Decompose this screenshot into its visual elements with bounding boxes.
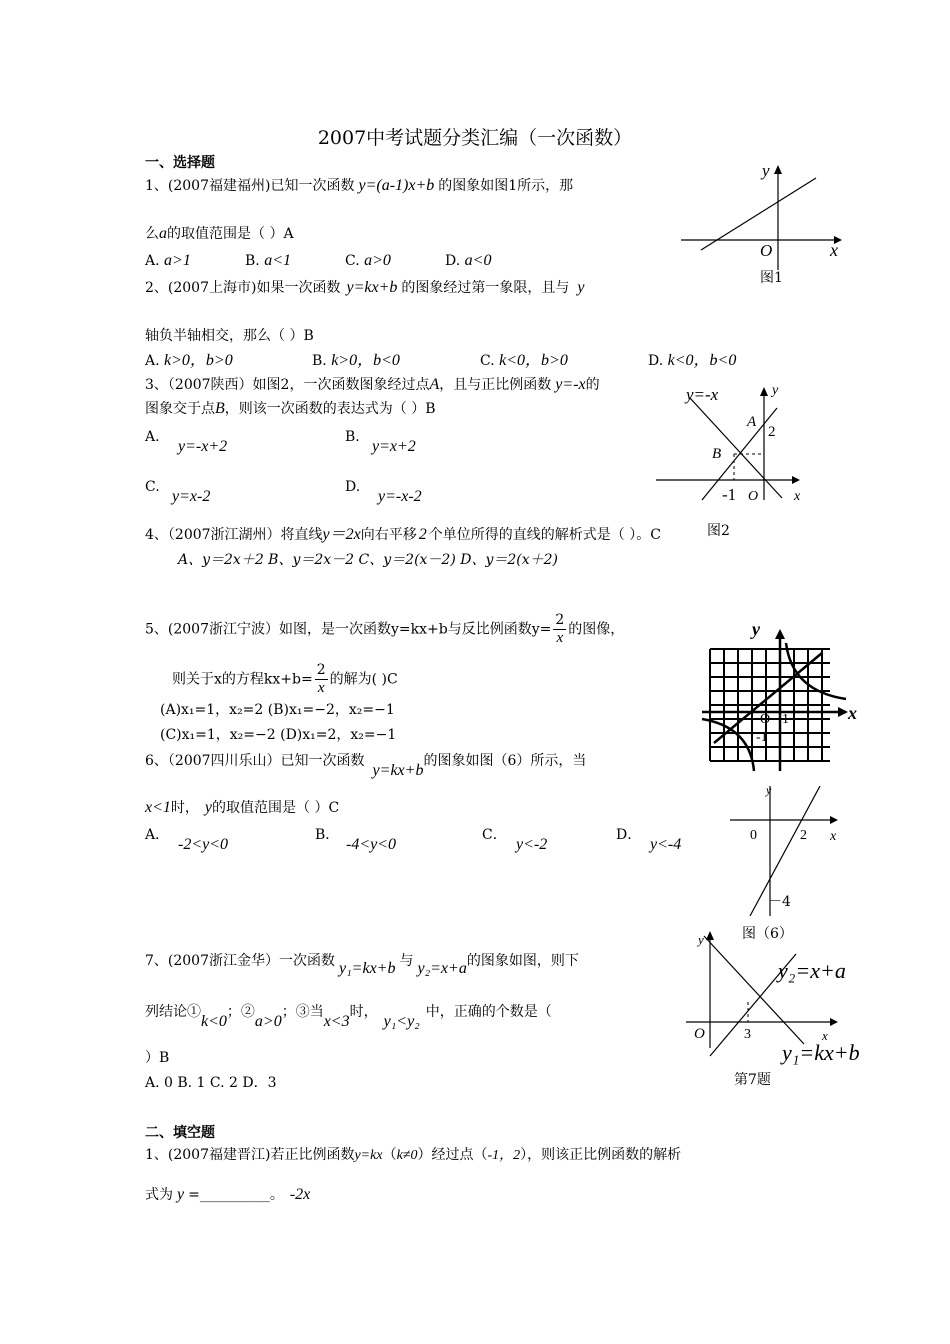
q1-text-c: 么 xyxy=(145,226,159,242)
q3-option-a-expr: y=-x+2 xyxy=(178,438,228,455)
figure-7 xyxy=(686,926,886,1092)
f1-blank: =__________。 xyxy=(188,1187,284,1203)
q2-line2: 轴负半轴相交，那么（ ）B xyxy=(145,328,314,344)
q6-text-d: 的取值范围是（ ）C xyxy=(212,800,340,816)
f1-text-d: ），则该正比例函数的解析 xyxy=(520,1147,682,1163)
q2-option-a xyxy=(145,352,233,370)
section-fill-heading: 二、填空题 xyxy=(145,1125,215,1141)
q7-text-c: 的图象如图，则下 xyxy=(466,953,579,969)
q3-option-c-expr: y=x-2 xyxy=(172,488,211,505)
q5-line1 xyxy=(145,612,624,647)
q1-opt-b-expr: a<1 xyxy=(264,252,291,269)
q1-line2 xyxy=(145,225,294,243)
fig7-label-y2: y₂=x+a xyxy=(778,958,846,983)
q2-text-b: 的图象经过第一象限，且与 xyxy=(401,280,570,296)
fig7-x-label: x xyxy=(822,1028,828,1043)
q3-line2 xyxy=(145,400,436,418)
fig7-label-y1: y₁=kx+b xyxy=(782,1040,860,1065)
q2-opt-c-label: C. xyxy=(480,353,495,369)
figure-2-caption: 图2 xyxy=(707,523,730,539)
q1-option-c xyxy=(345,252,391,270)
q7-options: A. 0 B. 1 C. 2 D．3 xyxy=(145,1075,277,1091)
q3-text-b: ，且与正比例函数 xyxy=(439,377,552,393)
q5-text-c: 则关于x的方程kx+b= xyxy=(172,671,313,688)
f1-point: -1，2 xyxy=(487,1148,521,1163)
fig2-line-neg-x xyxy=(690,398,782,498)
fig1-caption: 图1 xyxy=(760,270,783,286)
q7-line1 xyxy=(145,952,579,977)
q1-opt-c-label: C. xyxy=(345,253,360,269)
q3-option-d-label: D. xyxy=(345,479,361,495)
fig6-label-2: 2 xyxy=(800,828,807,843)
q7-e4: y₁<y₂ xyxy=(383,1013,420,1030)
q1-text-b: 的图象如图1所示，那 xyxy=(438,178,574,194)
fig2-x-arrow xyxy=(792,476,800,484)
q7-f2: y₂=x+a xyxy=(417,960,467,977)
q2-opt-a-label: A. xyxy=(145,353,160,369)
q1-text-d: 的取值范围是（ ）A xyxy=(167,226,294,242)
fig2-origin: O xyxy=(748,489,759,504)
figure-1 xyxy=(676,160,846,290)
q7-text-d: 列结论① xyxy=(145,1004,201,1020)
q4-options: A、y＝2x＋2 B、y＝2x－2 C、y＝2(x－2) D、y＝2(x＋2) xyxy=(178,552,559,568)
q6-line1 xyxy=(145,752,587,779)
q5-fraction-2 xyxy=(315,662,328,697)
f1-text-e: 式为 xyxy=(145,1187,173,1203)
q3-option-b-label: B. xyxy=(345,429,360,445)
q6-yvar: y xyxy=(204,799,213,816)
q2-opt-d-label: D. xyxy=(648,353,664,369)
q1-opt-a-expr: a>1 xyxy=(164,252,191,269)
q7-text-h: 中，正确的个数是（ xyxy=(425,1004,552,1020)
q3-text-a: 3、（2007陕西）如图2，一次函数图象经过点 xyxy=(145,377,430,393)
q6-option-d-expr: y<-4 xyxy=(650,836,682,853)
q7-e1: k<0 xyxy=(201,1013,227,1030)
q5-text-d: 的解为( )C xyxy=(329,671,398,688)
q1-option-b xyxy=(245,252,291,270)
q3-option-c-label: C. xyxy=(145,479,160,495)
q7-text-b: 与 xyxy=(399,953,414,969)
q2-opt-d-expr: k<0，b<0 xyxy=(667,352,737,369)
q6-option-a-expr: -2<y<0 xyxy=(178,836,229,853)
q5-options-row2: (C)x₁=1，x₂=−2 (D)x₁=2，x₂=−1 xyxy=(160,727,397,743)
fig7-x-arrow xyxy=(830,1018,838,1026)
fig2-label-neg1: -1 xyxy=(722,485,737,504)
f1-cond: k≠0 xyxy=(396,1148,418,1163)
fig1-origin-label: O xyxy=(760,241,773,260)
q5-den-2: x xyxy=(317,680,325,696)
q2-text-a: 2、(2007上海市)如果一次函数 xyxy=(145,280,341,296)
fig7-origin: O xyxy=(694,1026,705,1042)
f1-text-c: ）经过点（ xyxy=(417,1147,488,1163)
q4-n: 2 xyxy=(418,526,427,543)
q2-opt-a-expr: k>0，b>0 xyxy=(164,352,233,369)
fig5-y-arrow xyxy=(775,629,785,639)
fig6-caption: 图（6） xyxy=(742,926,793,942)
q1-opt-a-label: A. xyxy=(145,253,160,269)
fig7-caption: 第7题 xyxy=(734,1072,771,1088)
fig2-line-label: y=-x xyxy=(686,385,719,404)
q6-cond: x<1 xyxy=(145,799,171,816)
q2-option-c xyxy=(480,352,568,370)
fig2-x-label: x xyxy=(794,489,801,504)
q2-opt-b-label: B. xyxy=(312,353,327,369)
q4-line1 xyxy=(145,526,661,544)
q5-den: x xyxy=(556,630,564,646)
q6-option-a-label: A． xyxy=(145,827,170,843)
q5-num-2: 2 xyxy=(316,662,326,678)
q5-text-b: 的图像， xyxy=(568,621,625,638)
fig5-x-arrow xyxy=(838,707,848,717)
q2-formula: y=kx+b xyxy=(346,279,398,296)
q2-opt-b-expr: k>0，b<0 xyxy=(331,352,400,369)
fig5-label-neg1: -1 xyxy=(756,730,768,745)
fig7-label-3: 3 xyxy=(744,1027,751,1042)
fig5-y-label: y xyxy=(752,619,760,639)
q1-formula: y=(a-1)x+b xyxy=(358,177,435,194)
fig5-grid xyxy=(710,649,830,761)
q5-fraction xyxy=(553,612,566,647)
fig6-x-arrow xyxy=(830,816,838,824)
q7-text-e: ；② xyxy=(226,1004,255,1020)
q3-text-d: 图象交于点 xyxy=(145,401,215,417)
q7-text-f: ；③当 xyxy=(281,1004,324,1020)
q4-text-c: 个单位所得的直线的解析式是（ ）。C xyxy=(428,527,661,543)
q1-opt-d-label: D. xyxy=(445,253,461,269)
q2-yvar: y xyxy=(577,279,585,296)
page-title: 2007中考试题分类汇编（一次函数） xyxy=(317,127,633,149)
q4-text-a: 4、（2007浙江湖州）将直线 xyxy=(145,527,323,543)
f1-line2 xyxy=(145,1186,310,1204)
fig7-y-label: y xyxy=(698,932,704,947)
q1-text-a: 1、(2007福建福州)已知一次函数 xyxy=(145,178,355,194)
fig2-point-a: A xyxy=(747,414,757,430)
q7-line2 xyxy=(145,1003,552,1030)
fig6-y-label: y xyxy=(766,786,772,797)
q7-f1: y₁=kx+b xyxy=(339,960,396,977)
fig2-y-label: y xyxy=(772,383,779,398)
fig2-label-2: 2 xyxy=(768,424,776,440)
q3-fn: y=-x xyxy=(555,376,586,393)
fig5-label-1: 1 xyxy=(782,712,789,727)
q3-option-a-label: A. xyxy=(145,429,160,445)
q3-text-c: 的 xyxy=(585,377,600,393)
q2-opt-c-expr: k<0，b>0 xyxy=(499,352,568,369)
q6-option-d-label: D． xyxy=(616,827,642,843)
q5-text-a: 5、(2007浙江宁波）如图，是一次函数y=kx+b与反比例函数y= xyxy=(145,621,552,638)
q6-text-c: 时， xyxy=(170,800,199,816)
fig1-y-label: y xyxy=(762,161,770,180)
q7-text-a: 7、(2007浙江金华）一次函数 xyxy=(145,953,335,969)
q1-opt-c-expr: a>0 xyxy=(364,252,391,269)
q1-var: a xyxy=(159,225,167,242)
q7-line3: ）B xyxy=(145,1050,170,1066)
q1-option-d xyxy=(445,252,491,270)
fig1-x-label: x xyxy=(830,240,838,260)
fig6-x-label: x xyxy=(830,829,837,844)
f1-fn: y=kx xyxy=(354,1148,383,1163)
q6-formula: y=kx+b xyxy=(372,762,424,779)
fig6-label-neg4: －4 xyxy=(768,894,791,910)
fig1-line xyxy=(701,178,816,250)
q6-text-a: 6、（2007四川乐山）已知一次函数 xyxy=(145,753,365,769)
fig2-y-arrow xyxy=(760,387,768,396)
figure-2 xyxy=(652,378,822,510)
figure-6 xyxy=(730,786,860,946)
fig1-y-arrow xyxy=(774,165,782,174)
q3-option-b-expr: y=x+2 xyxy=(372,438,416,455)
section-choice-heading: 一、选择题 xyxy=(145,155,215,171)
f1-line1 xyxy=(145,1146,681,1165)
q6-line2 xyxy=(145,799,339,817)
f1-answer: -2x xyxy=(289,1186,311,1203)
q6-option-c-label: C． xyxy=(482,827,507,843)
figure-5-grid xyxy=(696,615,866,775)
q3-point-a: A xyxy=(429,376,440,393)
q5-options-row1: (A)x₁=1，x₂=2 (B)x₁=−2，x₂=−1 xyxy=(160,702,395,718)
q6-option-c-expr: y<-2 xyxy=(516,836,548,853)
q7-e3: x<3 xyxy=(323,1013,350,1030)
f1-text-a: 1、(2007福建晋江)若正比例函数 xyxy=(145,1147,355,1163)
fig7-line-y1 xyxy=(704,936,804,1044)
q6-text-b: 的图象如图（6）所示，当 xyxy=(423,753,587,769)
q2-option-d xyxy=(648,352,736,370)
fig6-origin: 0 xyxy=(750,828,757,843)
q2-option-b xyxy=(312,352,400,370)
q6-option-b-label: B． xyxy=(315,827,340,843)
q1-line1 xyxy=(145,177,573,195)
fig5-x-label: x xyxy=(848,703,857,723)
q7-text-g: 时， xyxy=(349,1004,378,1020)
q3-option-d-expr: y=-x-2 xyxy=(378,488,422,505)
q3-line1 xyxy=(145,376,600,394)
fig5-origin: O xyxy=(760,712,771,727)
f1-text-b: （ xyxy=(382,1147,397,1163)
q3-point-b: B xyxy=(215,400,225,417)
q4-text-b: 向右平移 xyxy=(360,527,417,543)
fig2-point-b: B xyxy=(712,446,722,462)
q3-text-e: ，则该一次函数的表达式为（ ）B xyxy=(224,401,436,417)
q2-line1 xyxy=(145,279,584,297)
q1-option-a xyxy=(145,252,191,270)
q5-num: 2 xyxy=(555,612,565,628)
q7-e2: a>0 xyxy=(254,1013,282,1030)
q1-opt-b-label: B. xyxy=(245,253,260,269)
q6-option-b-expr: -4<y<0 xyxy=(346,836,397,853)
q4-line-expr: y＝2x xyxy=(322,526,361,543)
f1-yvar: y xyxy=(177,1186,185,1203)
q1-opt-d-expr: a<0 xyxy=(464,252,492,269)
q5-line2 xyxy=(172,662,398,697)
